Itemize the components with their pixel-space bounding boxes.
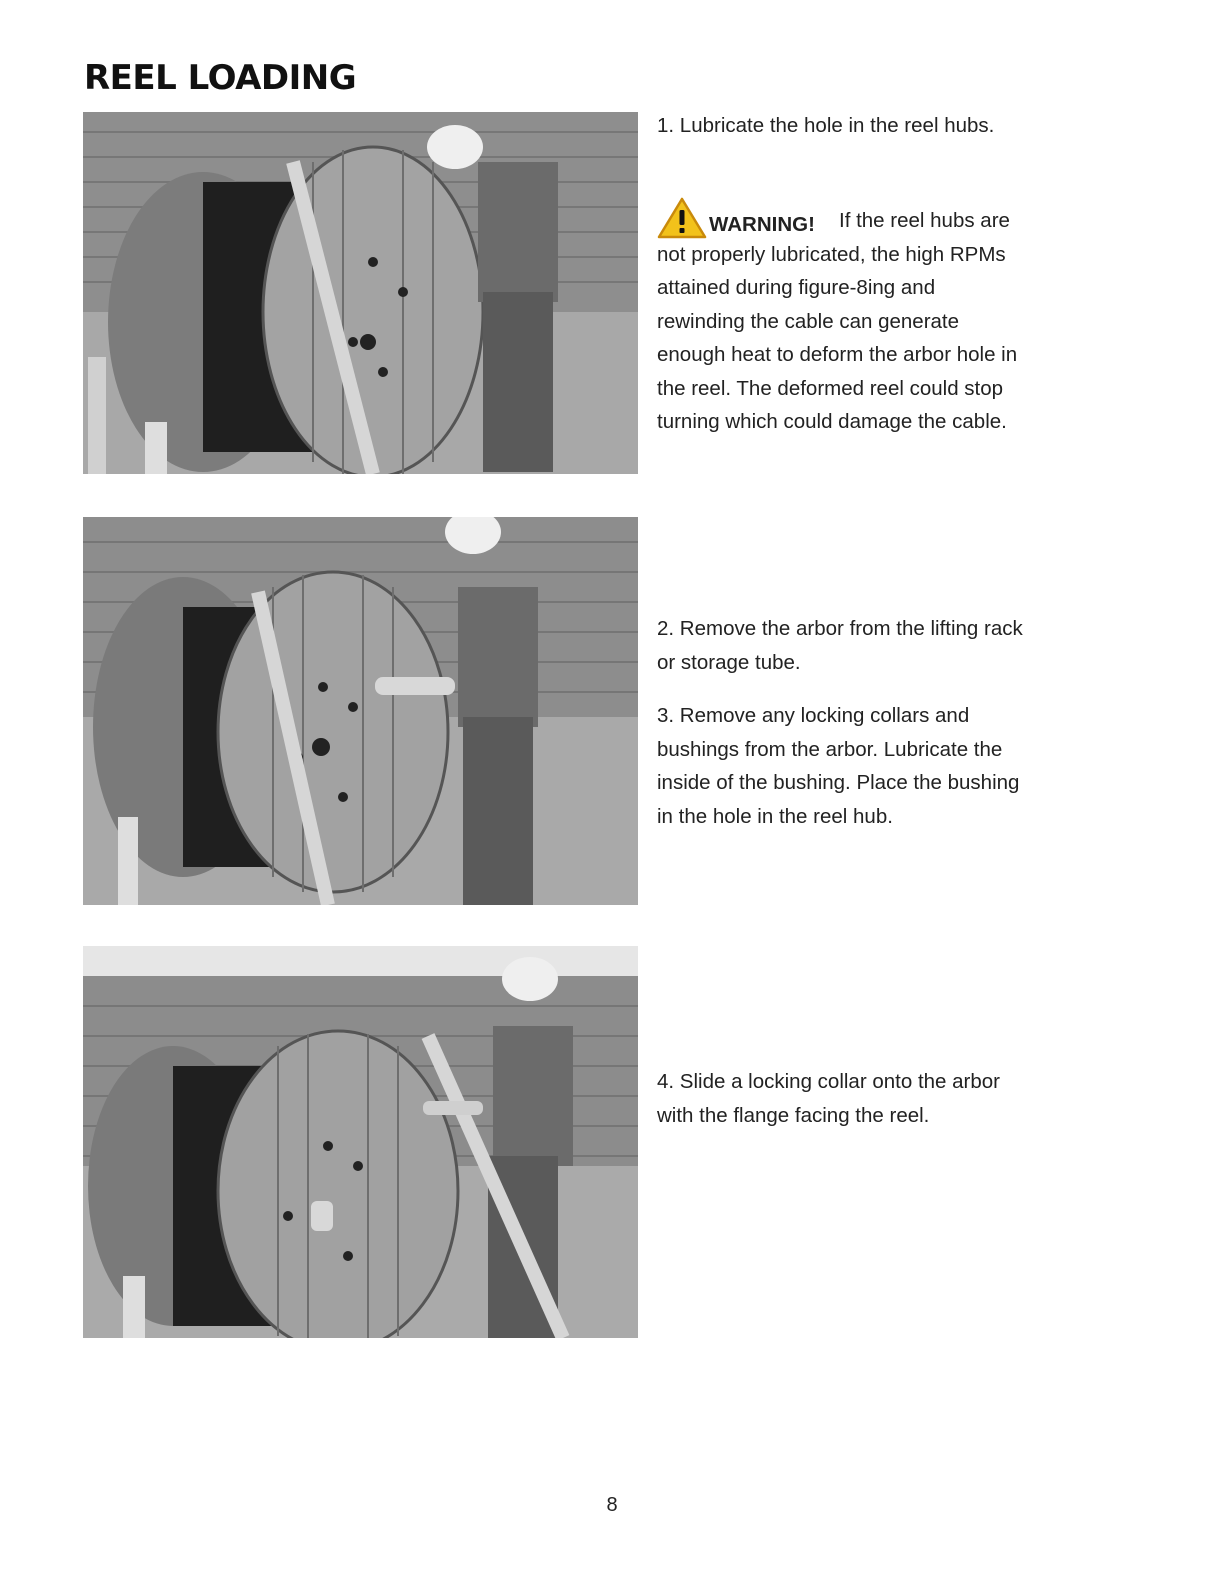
step-4-text: 4. Slide a locking collar onto the arbor with the flange facing the reel. xyxy=(657,1070,1001,1127)
photo-lubricate-hub xyxy=(83,112,638,474)
warning-triangle-icon xyxy=(657,197,707,241)
photo-remove-arbor xyxy=(83,517,638,905)
photo-locking-collar xyxy=(83,946,638,1338)
warning-block xyxy=(657,197,1027,439)
page-number: 8 xyxy=(606,1494,618,1516)
step-3-text: 3. Remove any locking collars and bushings from the arbor. Lubricate the inside of the bushing. Place the bushing in the hole in the reel hub. xyxy=(657,704,1020,828)
warning-label: WARNING! xyxy=(709,212,815,236)
warning-text: If the reel hubs are not properly lubricated, the high RPMs attained during figure-8ing and rewinding the cable can generate enough heat to deform the arbor hole in the reel. The deformed reel could stop turning which could damage the cable. xyxy=(657,209,1018,433)
step-2-text: 2. Remove the arbor from the lifting rack or storage tube. xyxy=(657,617,1023,674)
step-1-text: 1. Lubricate the hole in the reel hubs. xyxy=(657,114,995,137)
page-title: REEL LOADING xyxy=(84,58,357,98)
